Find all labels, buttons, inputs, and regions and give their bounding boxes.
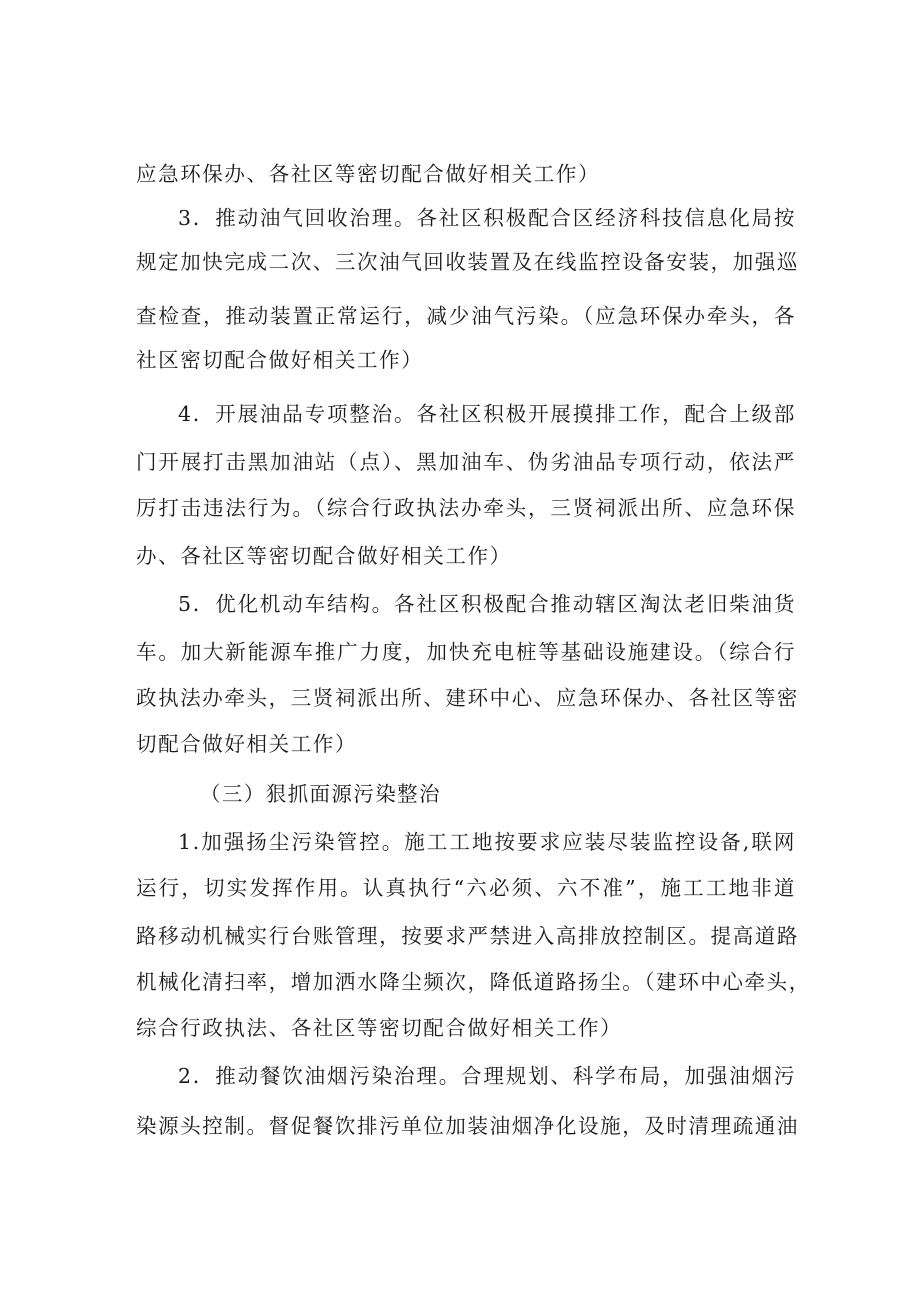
paragraph-line: 路移动机械实行台账管理，按要求严禁进入高排放控制区。提高道路 <box>136 924 799 948</box>
paragraph-line: 1.加强扬尘污染管控。施工工地按要求应装尽装监控设备,联网 <box>178 830 796 854</box>
paragraph-line: 切配合做好相关工作） <box>136 732 357 756</box>
paragraph-line: 3．推动油气回收治理。各社区积极配合区经济科技信息化局按 <box>178 206 796 230</box>
paragraph-line: 查检查，推动装置正常运行，减少油气污染。（应急环保办牵头，各 <box>136 304 796 328</box>
paragraph-line: 运行，切实发挥作用。认真执行“六必须、六不准”，施工工地非道 <box>136 876 796 900</box>
paragraph-line: 政执法办牵头，三贤祠派出所、建环中心、应急环保办、各社区等密 <box>136 686 799 710</box>
paragraph-line: 门开展打击黑加油站（点）、黑加油车、伪劣油品专项行动，依法严 <box>136 450 796 474</box>
paragraph-line: 车。加大新能源车推广力度，加快充电桩等基础设施建设。（综合行 <box>136 640 796 664</box>
paragraph-line: 规定加快完成二次、三次油气回收装置及在线监控设备安装，加强巡 <box>136 250 799 274</box>
paragraph-line: 5．优化机动车结构。各社区积极配合推动辖区淘汰老旧柴油货 <box>178 592 796 616</box>
paragraph-line: 综合行政执法、各社区等密切配合做好相关工作） <box>136 1016 623 1040</box>
paragraph-line: 办、各社区等密切配合做好相关工作） <box>136 544 512 568</box>
section-heading: （三）狠抓面源污染整治 <box>200 782 441 806</box>
paragraph-line: 应急环保办、各社区等密切配合做好相关工作） <box>136 162 601 186</box>
paragraph-line: 厉打击违法行为。（综合行政执法办牵头，三贤祠派出所、应急环保 <box>136 496 796 520</box>
paragraph-line: 染源头控制。督促餐饮排污单位加装油烟净化设施，及时清理疏通油 <box>136 1114 799 1138</box>
paragraph-line: 机械化清扫率，增加洒水降尘频次，降低道路扬尘。（建环中心牵头， <box>136 970 811 994</box>
paragraph-line: 4．开展油品专项整治。各社区积极开展摸排工作，配合上级部 <box>178 402 796 426</box>
paragraph-line: 2．推动餐饮油烟污染治理。合理规划、科学布局，加强油烟污 <box>178 1064 796 1088</box>
paragraph-line: 社区密切配合做好相关工作） <box>136 348 424 372</box>
